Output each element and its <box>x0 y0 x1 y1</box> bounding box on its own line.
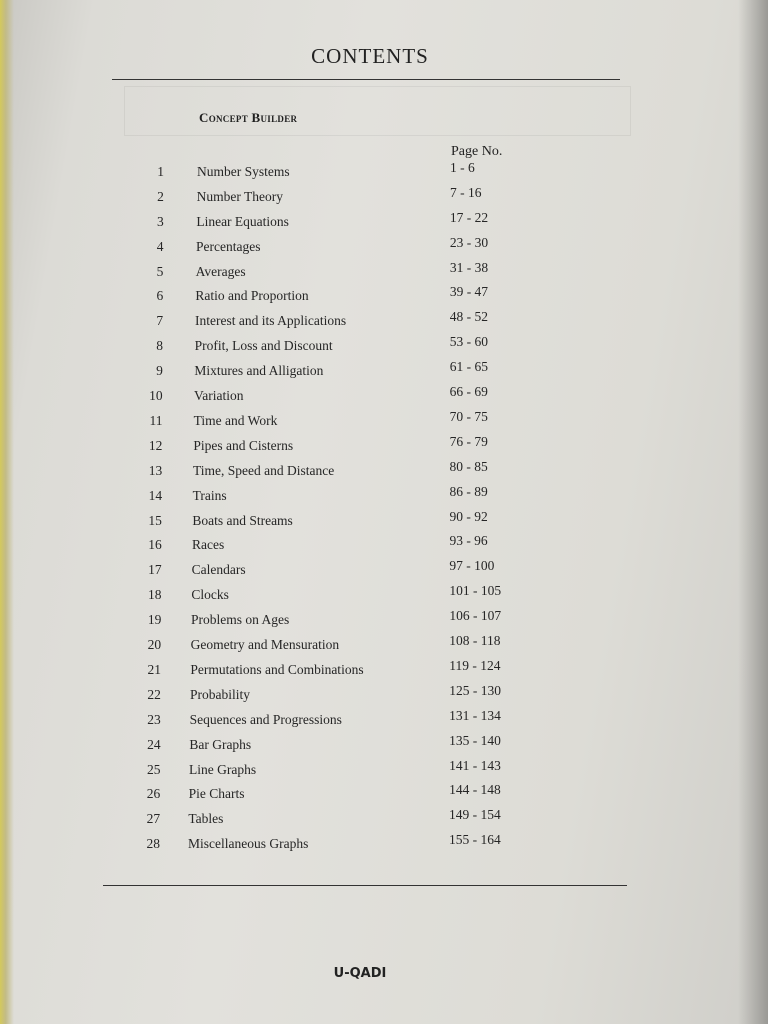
entry-topic: Trains <box>192 487 227 503</box>
entry-page-range: 106 - 107 <box>449 608 502 624</box>
entry-topic: Profit, Loss and Discount <box>194 338 333 354</box>
entry-topic: Number Theory <box>196 188 284 204</box>
entry-number: 25 <box>146 761 161 777</box>
top-divider <box>112 79 620 80</box>
toc-entry <box>0 782 768 806</box>
entry-topic: Tables <box>188 811 224 827</box>
toc-entry <box>0 832 768 856</box>
entry-number: 27 <box>146 811 161 827</box>
entry-page-range: 7 - 16 <box>449 184 482 200</box>
entry-topic: Sequences and Progressions <box>189 711 342 727</box>
entry-page-range: 53 - 60 <box>449 334 488 350</box>
entry-number: 13 <box>148 462 163 478</box>
entry-page-range: 23 - 30 <box>449 234 489 250</box>
entry-number: 2 <box>157 188 164 204</box>
toc-entry <box>0 160 768 184</box>
toc-entry <box>0 682 768 707</box>
entry-topic: Calendars <box>191 562 246 578</box>
entry-page-range: 90 - 92 <box>449 508 488 524</box>
entry-page-range: 149 - 154 <box>449 807 501 823</box>
page-number-column-header: Page No. <box>451 144 503 159</box>
entry-page-range: 70 - 75 <box>449 408 488 424</box>
entry-topic: Problems on Ages <box>191 612 290 628</box>
entry-topic: Line Graphs <box>189 761 257 777</box>
entry-page-range: 17 - 22 <box>449 209 489 225</box>
page-title: CONTENTS <box>311 44 429 68</box>
entry-topic: Geometry and Mensuration <box>190 637 340 653</box>
toc-entry <box>0 284 768 308</box>
entry-page-range: 76 - 79 <box>449 433 488 449</box>
entry-topic: Pipes and Cisterns <box>193 437 294 453</box>
toc-entry <box>0 384 768 408</box>
entry-page-range: 108 - 118 <box>449 633 501 649</box>
entry-topic: Time, Speed and Distance <box>193 462 335 478</box>
entry-number: 11 <box>149 412 163 428</box>
entry-page-range: 31 - 38 <box>449 259 489 275</box>
entry-topic: Number Systems <box>197 164 290 179</box>
toc-entry <box>0 458 768 483</box>
entry-topic: Probability <box>190 686 250 702</box>
entry-number: 6 <box>156 288 164 304</box>
toc-entry <box>0 334 768 358</box>
toc-entry <box>0 433 768 458</box>
toc-entry <box>0 259 768 284</box>
entry-topic: Miscellaneous Graphs <box>188 836 309 852</box>
toc-entry <box>0 533 768 557</box>
entry-page-range: 61 - 65 <box>449 359 488 375</box>
entry-page-range: 119 - 124 <box>449 657 501 673</box>
entry-topic: Ratio and Proportion <box>195 288 309 304</box>
entry-number: 19 <box>147 612 162 628</box>
entry-number: 28 <box>146 836 160 852</box>
entry-topic: Boats and Streams <box>192 512 293 528</box>
entry-topic: Time and Work <box>193 412 278 428</box>
entry-number: 21 <box>147 661 162 677</box>
entry-topic: Permutations and Combinations <box>190 661 364 677</box>
entry-number: 18 <box>147 587 162 603</box>
entry-topic: Races <box>192 537 225 553</box>
entry-topic: Clocks <box>191 587 229 603</box>
entry-number: 20 <box>147 637 162 653</box>
entry-number: 15 <box>148 512 162 528</box>
entry-page-range: 144 - 148 <box>449 782 501 798</box>
entry-page-range: 86 - 89 <box>449 483 488 499</box>
toc-entry <box>0 657 768 682</box>
entry-topic: Averages <box>195 263 246 279</box>
entry-number: 10 <box>149 388 163 404</box>
entry-page-range: 39 - 47 <box>449 284 489 300</box>
entry-number: 7 <box>156 313 164 329</box>
entry-number: 17 <box>148 562 162 578</box>
entry-number: 1 <box>157 164 164 179</box>
entry-topic: Mixtures and Alligation <box>194 363 324 379</box>
entry-page-range: 135 - 140 <box>449 732 501 748</box>
entry-topic: Linear Equations <box>196 213 289 229</box>
footer-text: U-QADI <box>333 966 387 981</box>
toc-entry <box>0 633 768 657</box>
toc-entry <box>0 359 768 383</box>
toc-entry <box>0 184 768 209</box>
toc-entry <box>0 209 768 234</box>
toc-entry <box>0 732 768 757</box>
entry-page-range: 80 - 85 <box>449 458 488 474</box>
entry-topic: Interest and its Applications <box>195 313 347 329</box>
entry-number: 12 <box>148 437 163 453</box>
entry-page-range: 131 - 134 <box>449 707 501 723</box>
entry-number: 4 <box>156 238 164 254</box>
entry-topic: Pie Charts <box>188 786 245 802</box>
entry-page-range: 97 - 100 <box>449 558 495 574</box>
toc-entry <box>0 583 768 607</box>
toc-entry <box>0 807 768 831</box>
toc-entry <box>0 608 768 632</box>
entry-page-range: 66 - 69 <box>449 384 488 400</box>
entry-page-range: 155 - 164 <box>449 832 501 848</box>
entry-number: 5 <box>156 263 164 279</box>
toc-entry <box>0 707 768 732</box>
entry-page-range: 93 - 96 <box>449 533 488 549</box>
entry-topic: Bar Graphs <box>189 736 252 752</box>
entry-number: 22 <box>147 686 161 702</box>
entry-number: 23 <box>147 711 161 727</box>
toc-entry <box>0 508 768 533</box>
entry-number: 16 <box>148 537 162 553</box>
entry-number: 24 <box>147 736 161 752</box>
toc-entry <box>0 234 768 259</box>
toc-entry <box>0 558 768 582</box>
entry-page-range: 125 - 130 <box>449 682 501 698</box>
bottom-divider <box>103 885 627 886</box>
entry-topic: Percentages <box>196 238 261 254</box>
entry-number: 14 <box>148 487 163 503</box>
entry-number: 9 <box>156 363 163 379</box>
entry-number: 8 <box>156 338 163 354</box>
entry-page-range: 48 - 52 <box>449 309 489 325</box>
section-heading: Concept Builder <box>199 110 298 125</box>
toc-entry <box>0 483 768 508</box>
entry-page-range: 1 - 6 <box>450 160 475 175</box>
entry-number: 26 <box>146 786 161 802</box>
entry-number: 3 <box>156 213 164 229</box>
entry-page-range: 141 - 143 <box>449 757 501 773</box>
toc-entry <box>0 757 768 782</box>
entry-page-range: 101 - 105 <box>449 583 502 599</box>
entry-topic: Variation <box>194 388 244 404</box>
toc-entry <box>0 309 768 333</box>
toc-entry <box>0 408 768 433</box>
